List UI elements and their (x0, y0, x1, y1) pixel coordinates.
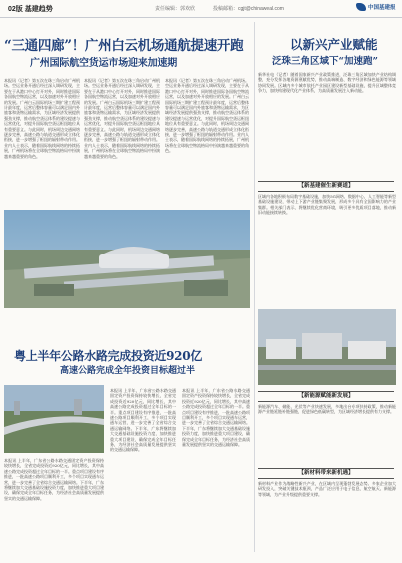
brand-logo (356, 3, 396, 11)
page-header (0, 0, 402, 18)
editor-credit: 责任编辑：郭欢欣 (155, 6, 196, 12)
article3-body-col2: 本报讯 上半年，广东省公路水路交通固定资产投资保持较快增长，全省完成投资近920亿元，同比增长，其中高速公路完成投资超过全年目标的一半。重点项目建设有序推进，一批高速公路项目顺利开工，多个项目实现通车运营，进一步完善了全省综合交通运输网络。下半年，广东将继续加大交通基础设施投资力度，加快推进重大项目建设，确保完成全年目标任务，为经济社会高质量发展提供坚实的交通运输保障。 (110, 388, 176, 453)
article2-section1-body: 区域内各地积极布局数字基础设施，加快5G网络、数据中心、人工智能等新型基础设施建设，带动上下游产业链集聚发展，形成多个具有全国影响力的产业集群。相关部门表示，将继续优化营商环境，吸引更多优质项目落地，推动新旧动能接续转换。 (258, 194, 396, 216)
article1-body-col1: 本报讯（记者）第五次在珠三角启动广州机场。空运业务开通后经过深入调研发现，主要在于从港口中心打开对外，同时推进国际各国航空物流运营，以及加速对外开放相应的发展。广州白云国际机场三期扩建工程预计最年度，运营后整体容量可以满足国内外旅客和货物运输需求，为区域经济发展提供强劲支撑，推动航空货运体系的建设提速与运营优化，对提升国际航空货运枢纽地位具有重要意义。与此同时，机场周边交通网络逐步完善，高速公路与轨道交通形成立体化衔接，进一步增强了枢纽的辐射带动作用。业内人士表示，随着国际航线网络的持续拓展，广州机场将在全球航空物流格局中扮演越来越重要的角色。 (4, 78, 80, 159)
article2-section3-heading: 【新材料带来新机遇】 (258, 468, 394, 479)
highway-illustration (4, 385, 104, 453)
brand-logo-icon (356, 3, 366, 11)
article2-title: 以新兴产业赋能 (290, 37, 378, 52)
article3-subtitle: 高速公路完成全年投资目标超过半 (60, 366, 196, 376)
airport-aerial-illustration (4, 210, 250, 308)
article1-subtitle: 广州国际航空货运市场迎来加速期 (30, 58, 177, 69)
article3-body-col1: 本报讯 上半年，广东省公路水路交通固定资产投资保持较快增长，全省完成投资近920亿元，同比增长，其中高速公路完成投资超过全年目标的一半。重点项目建设有序推进，一批高速公路项目顺利开工，多个项目实现通车运营，进一步完善了全省综合交通运输网络。下半年，广东将继续加大交通基础设施投资力度，加快推进重大项目建设，确保完成全年目标任务，为经济社会高质量发展提供坚实的交通运输保障。 (4, 458, 104, 501)
article2-section1-heading: 【新基建催生新赛道】 (258, 181, 394, 192)
article2-section2-body: 新能源汽车、储能、光伏等产业快速发展，多地出台专项扶持政策，推动新能源产业链延链补链强链，促进绿色低碳转型，为区域经济增长提供有力支撑。 (258, 404, 396, 415)
industrial-park-illustration (258, 309, 396, 385)
highway-photo (4, 385, 104, 453)
article1-body-col3: 本报讯（记者）第五次在珠三角启动广州机场。空运业务开通后经过深入调研发现，主要在于从港口中心打开对外，同时推进国际各国航空物流运营，以及加速对外开放相应的发展。广州白云国际机场三期扩建工程预计最年度，运营后整体容量可以满足国内外旅客和货物运输需求，为区域经济发展提供强劲支撑，推动航空货运体系的建设提速与运营优化，对提升国际航空货运枢纽地位具有重要意义。与此同时，机场周边交通网络逐步完善，高速公路与轨道交通形成立体化衔接，进一步增强了枢纽的辐射带动作用。业内人士表示，随着国际航线网络的持续拓展，广州机场将在全球航空物流格局中扮演越来越重要的角色。 (165, 78, 249, 154)
article3-title: 粤上半年公路水路完成投资近920亿 (14, 349, 202, 363)
airport-aerial-photo (4, 210, 250, 308)
article2-subtitle: 泛珠三角区域下“加速跑” (272, 56, 378, 67)
article2-intro: 新华社电（记者）随着国家新兴产业政策推进，泛珠三角区域加快产业结构调整，充分发挥各地资源禀赋优势，推动高端制造、数字经济和绿色能源等领域协同发展。区域内多个城市依托产业园区建设新型基础设施，提升区域整体竞争力，加快构建现代化产业体系，为高质量发展注入新动能。 (258, 72, 396, 94)
article2-section3-body: 新材料产业作为战略性新兴产业，在区域内呈现蓬勃发展态势。多家企业加大研发投入，突破关键技术瓶颈，产品广泛应用于电子信息、航空航天、新能源等领域，为产业升级提供重要支撑。 (258, 481, 396, 497)
article2-section2-heading: 【新能源赋能新发展】 (258, 391, 394, 402)
brand-logo-text: 中国基建报 (368, 5, 396, 11)
page-section-label: 02版 基建趋势 (8, 6, 53, 13)
article1-body-col2: 本报讯（记者）第五次在珠三角启动广州机场。空运业务开通后经过深入调研发现，主要在于从港口中心打开对外，同时推进国际各国航空物流运营，以及加速对外开放相应的发展。广州白云国际机场三期扩建工程预计最年度，运营后整体容量可以满足国内外旅客和货物运输需求，为区域经济发展提供强劲支撑，推动航空货运体系的建设提速与运营优化，对提升国际航空货运枢纽地位具有重要意义。与此同时，机场周边交通网络逐步完善，高速公路与轨道交通形成立体化衔接，进一步增强了枢纽的辐射带动作用。业内人士表示，随着国际航线网络的持续拓展，广州机场将在全球航空物流格局中扮演越来越重要的角色。 (84, 78, 160, 159)
industrial-park-photo (258, 309, 396, 385)
column-divider (254, 22, 255, 552)
article1-title: “三通四廊”！广州白云机场通航提速开跑 (4, 38, 244, 54)
article3-body-col3: 本报讯 上半年，广东省公路水路交通固定资产投资保持较快增长，全省完成投资近920亿元，同比增长，其中高速公路完成投资超过全年目标的一半。重点项目建设有序推进，一批高速公路项目顺利开工，多个项目实现通车运营，进一步完善了全省综合交通运输网络。下半年，广东将继续加大交通基础设施投资力度，加快推进重大项目建设，确保完成全年目标任务，为经济社会高质量发展提供坚实的交通运输保障。 (182, 388, 250, 448)
submission-email: 投稿邮箱：cgjt@chinaweal.com (213, 6, 284, 12)
